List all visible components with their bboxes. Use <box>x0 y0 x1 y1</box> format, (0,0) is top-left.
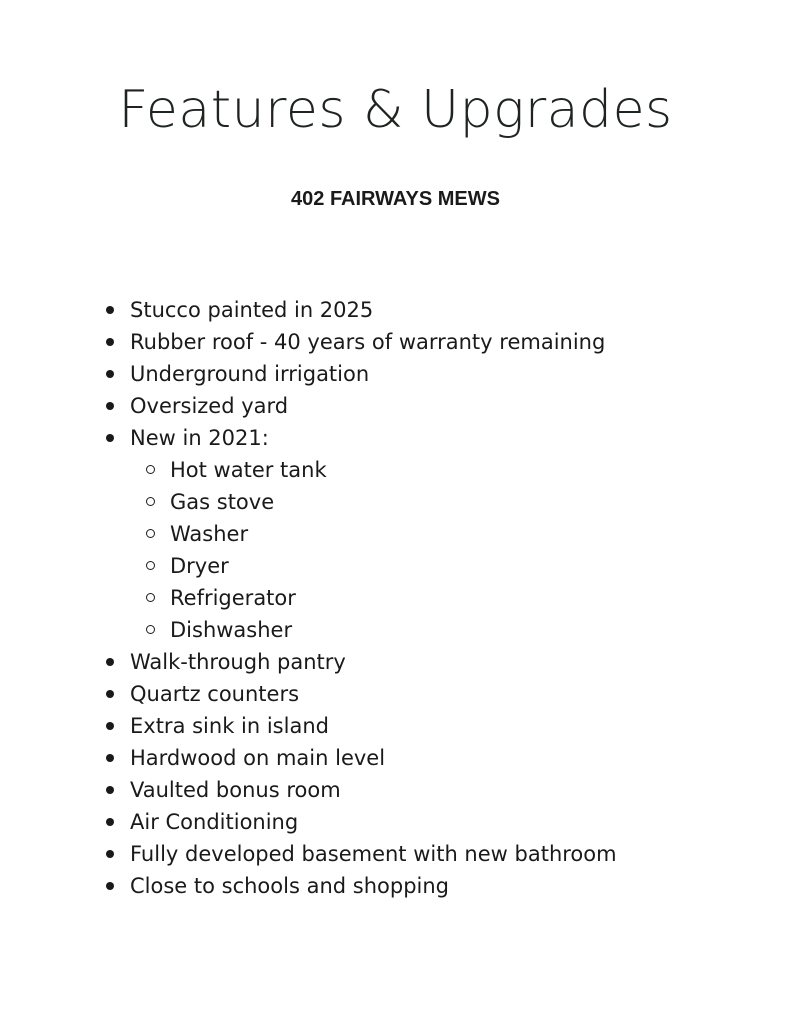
sub-list-item <box>104 550 617 582</box>
list-item-text: Rubber roof - 40 years of warranty remaining <box>130 330 606 354</box>
list-item <box>104 710 617 742</box>
sub-list-item <box>104 454 617 486</box>
hollow-bullet-icon <box>146 497 155 506</box>
bullet-icon <box>106 690 114 698</box>
list-item <box>104 742 617 774</box>
list-item-text: Stucco painted in 2025 <box>130 298 374 322</box>
list-item-text: Dishwasher <box>170 618 293 642</box>
list-item <box>104 358 617 390</box>
list-item-text: Close to schools and shopping <box>130 874 449 898</box>
hollow-bullet-icon <box>146 465 155 474</box>
features-list <box>104 294 617 902</box>
list-item-text: Dryer <box>170 554 229 578</box>
bullet-icon <box>106 370 114 378</box>
bullet-icon <box>106 658 114 666</box>
bullet-icon <box>106 882 114 890</box>
list-item-text: Quartz counters <box>130 682 300 706</box>
list-item-text: Vaulted bonus room <box>130 778 341 802</box>
sub-list-item <box>104 486 617 518</box>
list-item-text: Oversized yard <box>130 394 289 418</box>
list-item <box>104 646 617 678</box>
list-item-text: Fully developed basement with new bathroom <box>130 842 617 866</box>
list-item <box>104 390 617 422</box>
sub-list-item <box>104 518 617 550</box>
list-item-text: Hardwood on main level <box>130 746 386 770</box>
bullet-icon <box>106 306 114 314</box>
bullet-icon <box>106 402 114 410</box>
list-item <box>104 326 617 358</box>
bullet-icon <box>106 818 114 826</box>
list-item-text: Refrigerator <box>170 586 296 610</box>
bullet-icon <box>106 786 114 794</box>
list-item-text: Walk-through pantry <box>130 650 346 674</box>
list-item-text: Air Conditioning <box>130 810 299 834</box>
sub-list-item <box>104 614 617 646</box>
hollow-bullet-icon <box>146 561 155 570</box>
list-item-text: Extra sink in island <box>130 714 329 738</box>
hollow-bullet-icon <box>146 529 155 538</box>
list-item <box>104 870 617 902</box>
list-item <box>104 838 617 870</box>
hollow-bullet-icon <box>146 625 155 634</box>
list-item-text: Gas stove <box>170 490 275 514</box>
property-address: 402 FAIRWAYS MEWS <box>291 188 500 210</box>
list-item-text: Underground irrigation <box>130 362 370 386</box>
page-title: Features & Upgrades <box>118 80 673 140</box>
hollow-bullet-icon <box>146 593 155 602</box>
list-item <box>104 678 617 710</box>
list-item <box>104 774 617 806</box>
list-item-text: Washer <box>170 522 249 546</box>
bullet-icon <box>106 434 114 442</box>
sub-list-item <box>104 582 617 614</box>
list-item-text: Hot water tank <box>170 458 327 482</box>
bullet-icon <box>106 850 114 858</box>
bullet-icon <box>106 722 114 730</box>
list-item-text: New in 2021: <box>130 426 269 450</box>
list-item <box>104 294 617 326</box>
bullet-icon <box>106 754 114 762</box>
list-item <box>104 422 617 454</box>
bullet-icon <box>106 338 114 346</box>
list-item <box>104 806 617 838</box>
